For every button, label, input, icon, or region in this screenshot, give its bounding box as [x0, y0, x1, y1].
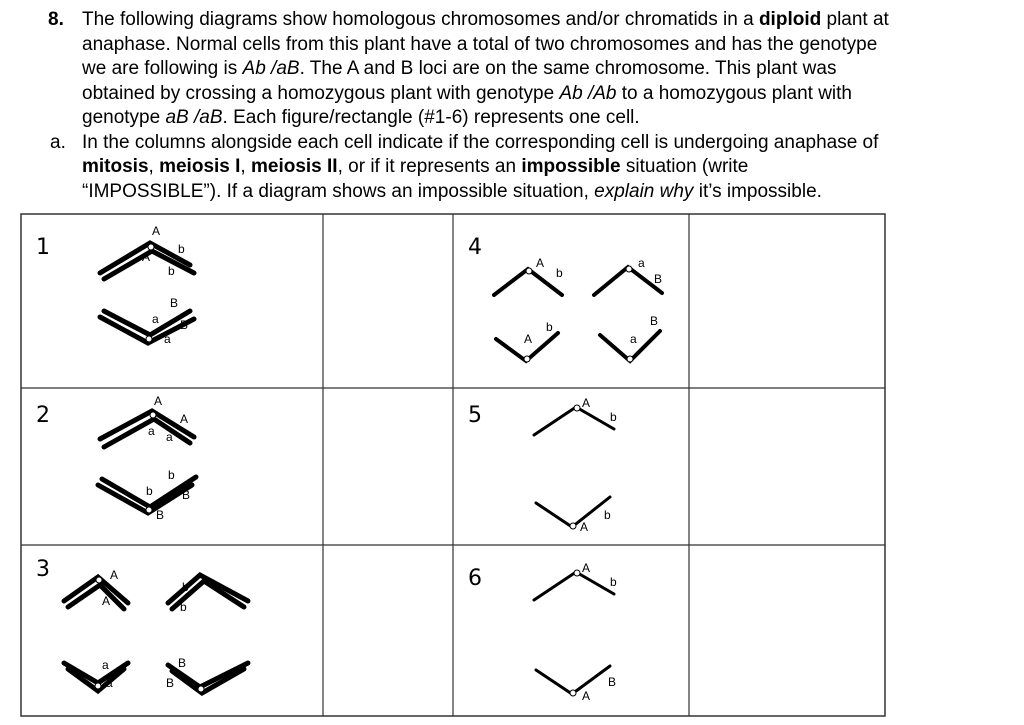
chromosome-diagram-6: [526, 558, 636, 703]
answer-cell-5[interactable]: [689, 388, 885, 545]
question-text-2: anaphase. Normal cells from this plant have a total of two chromosomes and has the genotype: [82, 33, 878, 55]
question-8: [48, 8, 1008, 204]
allele-label: a: [102, 658, 109, 672]
allele-label: a: [148, 424, 155, 438]
answer-cell-1[interactable]: [323, 214, 453, 388]
allele-label: b: [180, 600, 187, 614]
allele-label: A: [152, 224, 161, 238]
cell-number-3: 3: [36, 557, 50, 582]
allele-label: b: [604, 508, 611, 522]
answer-cell-4[interactable]: [689, 214, 885, 388]
allele-label: b: [182, 580, 189, 594]
chromosome-diagram-1: [90, 223, 230, 353]
genotype-aB-aB: aB /aB: [165, 107, 223, 128]
part-a-line-1: [48, 131, 1008, 156]
allele-label: a: [106, 676, 113, 690]
allele-label: B: [166, 676, 175, 690]
answer-grid: [20, 213, 886, 717]
question-text-5b: . Each figure/rectangle (#1-6) represents one cell.: [222, 107, 640, 128]
sep: ,: [148, 156, 160, 177]
question-text-3b: . The A and B loci are on the same chromosome. This plant was: [299, 58, 837, 79]
part-a-line-2: [48, 155, 1008, 180]
allele-label: A: [154, 394, 163, 408]
allele-label: A: [524, 332, 533, 346]
question-text-diploid: diploid: [758, 9, 822, 30]
allele-label: a: [638, 256, 645, 270]
allele-label: b: [556, 266, 563, 280]
cell-number-5: 5: [468, 403, 482, 428]
allele-label: b: [178, 242, 185, 256]
question-line-4: [48, 82, 1008, 107]
term-meiosis-1: meiosis I: [159, 156, 241, 177]
allele-label: A: [580, 520, 589, 533]
question-number: 8.: [48, 9, 64, 30]
question-text-4a: obtained by crossing a homozygous plant with genotype: [82, 82, 560, 104]
cell-number-4: 4: [468, 235, 482, 260]
genotype-ab-aB: Ab /aB: [242, 58, 300, 79]
allele-label: b: [610, 410, 617, 424]
allele-label: A: [582, 396, 591, 410]
term-meiosis-2: meiosis II: [250, 156, 338, 177]
genotype-Ab-Ab: Ab /Ab: [559, 82, 617, 104]
question-text-1b: plant at: [821, 9, 889, 30]
question-line-5: [48, 106, 1008, 131]
answer-cell-3[interactable]: [323, 545, 453, 716]
part-a-text-2: , or if it represents an: [337, 156, 522, 177]
allele-label: A: [102, 594, 111, 608]
allele-label: b: [146, 484, 153, 498]
term-mitosis: mitosis: [82, 156, 149, 177]
allele-label: a: [164, 332, 171, 346]
allele-label: A: [536, 256, 545, 270]
answer-cell-6[interactable]: [689, 545, 885, 716]
allele-label: a: [630, 332, 637, 346]
allele-label: A: [582, 689, 591, 703]
question-line-3: [48, 57, 1008, 82]
allele-label: B: [156, 508, 165, 522]
allele-label: A: [582, 561, 591, 575]
allele-label: A: [110, 568, 119, 582]
term-impossible: impossible: [521, 156, 621, 177]
question-line-1: [48, 8, 1008, 33]
allele-label: B: [170, 296, 179, 310]
allele-label: B: [608, 675, 617, 689]
cell-number-6: 6: [468, 566, 482, 591]
question-text-1a: The following diagrams show homologous chromosomes and/or chromatids in a: [82, 9, 759, 30]
cell-number-2: 2: [36, 403, 50, 428]
part-a-text-3a: “IMPOSSIBLE”). If a diagram shows an impossible situation,: [82, 180, 595, 202]
question-text-4b: to a homozygous plant with: [616, 82, 852, 104]
question-line-2: [48, 33, 1008, 58]
part-a-label: a.: [50, 131, 66, 153]
chromosome-diagram-3: [54, 553, 264, 703]
part-a-text-2b: situation (write: [620, 156, 749, 177]
chromosome-diagram-5: [526, 393, 636, 533]
allele-label: b: [168, 264, 175, 278]
term-explain-why: explain why: [594, 180, 694, 202]
allele-label: a: [152, 312, 159, 326]
cell-number-1: 1: [36, 235, 50, 260]
sep: ,: [240, 156, 251, 177]
part-a-text-1: In the columns alongside each cell indicate if the corresponding cell is undergoing anaphase of: [82, 131, 879, 153]
part-a-line-3: [48, 180, 1008, 205]
chromosome-diagram-2: [90, 393, 230, 523]
part-a-text-3b: it’s impossible.: [693, 180, 822, 202]
question-text-3a: we are following is: [82, 58, 243, 79]
allele-label: b: [546, 320, 553, 334]
answer-cell-2[interactable]: [323, 388, 453, 545]
allele-label: A: [180, 412, 189, 426]
allele-label: b: [168, 468, 175, 482]
allele-label: B: [182, 488, 191, 502]
allele-label: B: [654, 272, 663, 286]
allele-label: a: [166, 430, 173, 444]
chromosome-diagram-4: [482, 243, 682, 373]
allele-label: A: [142, 250, 151, 264]
allele-label: B: [180, 318, 189, 332]
allele-label: b: [610, 575, 617, 589]
question-text-5a: genotype: [82, 107, 166, 128]
allele-label: B: [650, 314, 659, 328]
allele-label: B: [178, 656, 187, 670]
